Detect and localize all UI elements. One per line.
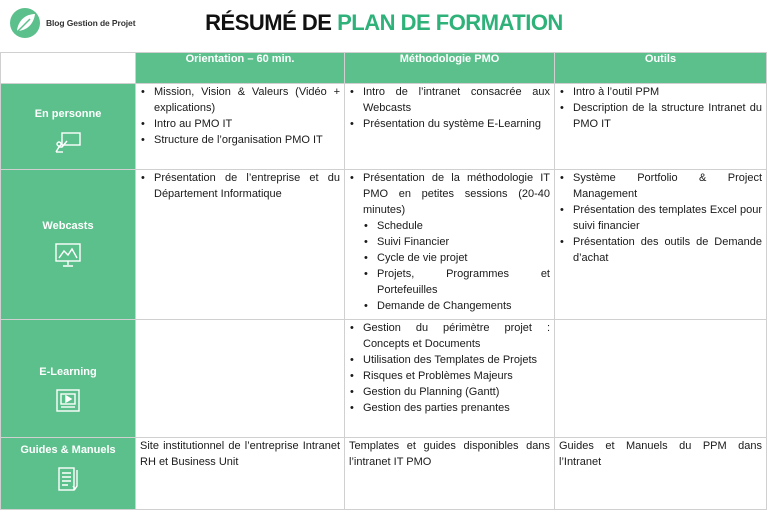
cell-en-personne-outils — [555, 84, 767, 170]
table-row — [1, 84, 767, 170]
list-item: • Présentation des templates Excel pour suivi financier — [573, 202, 762, 234]
list-item: • Risques et Problèmes Majeurs — [363, 368, 550, 384]
list-item: • Gestion du périmètre projet : Concepts et Documents — [363, 320, 550, 352]
table-row — [1, 320, 767, 438]
cell-en-personne-orientation — [136, 84, 345, 170]
row-header-webcasts — [1, 170, 136, 320]
row-label: En personne — [34, 108, 102, 120]
list-item: • Présentation de l’entreprise et du Département Informatique — [154, 170, 340, 202]
row-header-guides-manuels — [1, 438, 136, 510]
logo-text: Blog Gestion de Projet — [46, 18, 136, 28]
list-item: • Structure de l’organisation PMO IT — [154, 132, 340, 148]
column-header-methodologie: Méthodologie PMO — [345, 53, 555, 84]
list-item: • Utilisation des Templates de Projets — [363, 352, 550, 368]
cell-en-personne-methodologie — [345, 84, 555, 170]
cell-webcasts-outils — [555, 170, 767, 320]
list-item: • Gestion du Planning (Gantt) — [363, 384, 550, 400]
column-header-orientation: Orientation – 60 min. — [136, 53, 345, 84]
row-label: E-Learning — [39, 366, 97, 378]
list-item: • Présentation des outils de Demande d’achat — [573, 234, 762, 266]
list-item: • Schedule — [377, 218, 550, 234]
list-item: • Intro à l’outil PPM — [573, 84, 762, 100]
cell-webcasts-methodologie — [345, 170, 555, 320]
list-item: • Système Portfolio & Project Management — [573, 170, 762, 202]
row-header-en-personne — [1, 84, 136, 170]
cell-e-learning-orientation — [136, 320, 345, 438]
monitor-chart-icon — [53, 242, 83, 268]
list-item: • Projets, Programmes et Portefeuilles — [377, 266, 550, 298]
list-item: • Demande de Changements — [377, 298, 550, 314]
header-row — [1, 53, 767, 84]
row-label: Webcasts — [42, 220, 94, 232]
document-icon — [53, 466, 83, 492]
video-player-icon — [53, 388, 83, 414]
list-item: • Présentation de la méthodologie IT PMO en petites sessions (20-40 minutes) — [363, 170, 550, 218]
column-header-outils: Outils — [555, 53, 767, 84]
row-header-e-learning — [1, 320, 136, 438]
title-part-1: RÉSUMÉ DE — [205, 10, 332, 35]
list-item: • Gestion des parties prenantes — [363, 400, 550, 416]
list-item: • Présentation du système E-Learning — [363, 116, 550, 132]
list-item: • Mission, Vision & Valeurs (Vidéo + explications) — [154, 84, 340, 116]
list-item: • Description de la structure Intranet du PMO IT — [573, 100, 762, 132]
row-label: Guides & Manuels — [20, 444, 116, 456]
table-row — [1, 170, 767, 320]
corner-cell — [1, 53, 136, 84]
list-item: • Suivi Financier — [377, 234, 550, 250]
list-item: • Intro de l’intranet consacrée aux Webcasts — [363, 84, 550, 116]
cell-guides-outils — [555, 438, 767, 510]
list-item: • Intro au PMO IT — [154, 116, 340, 132]
page-title — [0, 10, 768, 36]
cell-guides-methodologie — [345, 438, 555, 510]
cell-text: Guides et Manuels du PPM dans l’Intranet — [559, 440, 762, 468]
cell-text: Templates et guides disponibles dans l’intranet IT PMO — [349, 440, 550, 468]
cell-text: Site institutionnel de l’entreprise Intranet RH et Business Unit — [140, 440, 340, 468]
cell-e-learning-methodologie — [345, 320, 555, 438]
training-plan-table — [0, 52, 767, 510]
table-row — [1, 438, 767, 510]
title-part-2: PLAN DE FORMATION — [337, 10, 563, 35]
cell-e-learning-outils — [555, 320, 767, 438]
presentation-icon — [53, 130, 83, 156]
cell-webcasts-orientation — [136, 170, 345, 320]
list-item: • Cycle de vie projet — [377, 250, 550, 266]
cell-guides-orientation — [136, 438, 345, 510]
